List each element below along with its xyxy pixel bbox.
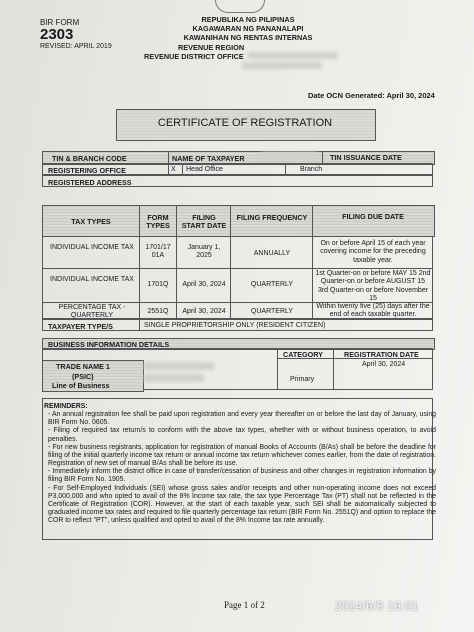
row2-due-date: 1st Quarter-on or before MAY 15 2nd Quarter-on or before AUGUST 15 3rd Quarter-on or before November 15 bbox=[315, 270, 431, 303]
trade-name-label: TRADE NAME 1 bbox=[56, 362, 110, 371]
agency-line-3: KAWANIHAN NG RENTAS INTERNAS bbox=[183, 33, 313, 43]
row2-frequency: QUARTERLY bbox=[250, 281, 294, 288]
revision-date: REVISED: APRIL 2019 bbox=[40, 43, 112, 50]
reminder-item: - Immediately inform the district office in case of transfer/cessation of business and other changes in registration information by filing BIR Form No. 1905. bbox=[48, 468, 436, 484]
taxpayer-name-label: NAME OF TAXPAYER bbox=[172, 154, 245, 163]
page-number: Page 1 of 2 bbox=[224, 600, 265, 610]
reminder-item: - Filing of required tax return/s to conform with the above tax types, whether with or without business operation, to avoid penalties. bbox=[48, 427, 436, 443]
agency-line-1: REPUBLIKA NG PILIPINAS bbox=[201, 15, 295, 24]
row3-start: April 30, 2024 bbox=[182, 308, 226, 315]
photo-timestamp: 2024/6/3 16:01 bbox=[335, 601, 419, 613]
taxpayer-type-label: TAXPAYER TYPE/S bbox=[48, 322, 113, 331]
divider bbox=[333, 348, 334, 390]
reminder-item: - For Self-Employed Individuals (SEI) whose gross sales and/or receipts and other non-operating income does not exceed P3,000,000 and who opted to avail of the 8% Income tax rate, the tax type Percentage Tax (PT) shall not be reflected in the Certificate of Registration (COR). However, at the start of each taxable year, such SEI shall be automatically subjected to graduated income tax rates and required to file quarterly percentage tax return (BIR Form No. 2551Q) and option to replace the COR to reflect "PT", unless qualified and opted to avail of the 8% Income tax rate annually. bbox=[48, 484, 436, 525]
tin-branch-label: TIN & BRANCH CODE bbox=[52, 154, 127, 163]
row1-form: 1701/17 01A bbox=[145, 244, 171, 260]
row3-tax-type: PERCENTAGE TAX - QUARTERLY bbox=[58, 304, 126, 320]
tin-issuance-label: TIN ISSUANCE DATE bbox=[330, 153, 402, 162]
redaction bbox=[262, 152, 317, 160]
taxpayer-type-value: SINGLE PROPRIETORSHIP ONLY (RESIDENT CITIZEN) bbox=[144, 322, 326, 329]
line-of-business-label: Line of Business bbox=[52, 381, 110, 390]
row3-due-date: Within twenty five (25) days after the end of each taxable quarter. bbox=[316, 303, 430, 319]
divider bbox=[139, 319, 140, 331]
bir-seal-icon bbox=[215, 0, 265, 13]
col-header-filing-frequency: FILING FREQUENCY bbox=[236, 213, 308, 222]
head-office-label: Head Office bbox=[186, 166, 223, 173]
divider bbox=[182, 163, 183, 175]
redaction bbox=[248, 52, 338, 59]
redaction bbox=[144, 362, 214, 370]
category-value: Primary bbox=[290, 376, 315, 383]
col-header-filing-due-date: FILING DUE DATE bbox=[342, 212, 404, 221]
divider bbox=[42, 268, 433, 269]
row3-form: 2551Q bbox=[147, 308, 169, 315]
divider bbox=[285, 163, 286, 175]
reminder-item: - An annual registration fee shall be paid upon registration and every year thereafter on or before the last day of January, using BIR Form No. 0605. bbox=[48, 411, 436, 427]
date-ocn-generated: Date OCN Generated: April 30, 2024 bbox=[308, 91, 435, 100]
head-office-mark: X bbox=[171, 166, 176, 173]
agency-line-2: KAGAWARAN NG PANANALAPI bbox=[192, 24, 304, 34]
col-header-filing-start: FILING START DATE bbox=[181, 213, 227, 231]
row1-tax-type: INDIVIDUAL INCOME TAX bbox=[50, 244, 134, 251]
divider bbox=[277, 348, 278, 390]
row1-frequency: ANNUALLY bbox=[253, 250, 291, 257]
agency-line-5: REVENUE DISTRICT OFFICE bbox=[144, 51, 244, 61]
row3-frequency: QUARTERLY bbox=[250, 308, 294, 315]
form-id-block bbox=[40, 18, 112, 50]
category-label: CATEGORY bbox=[283, 350, 323, 359]
row2-tax-type: INDIVIDUAL INCOME TAX bbox=[50, 276, 134, 283]
col-header-form-types: FORM TYPES bbox=[146, 213, 170, 231]
divider bbox=[168, 163, 169, 175]
redaction bbox=[242, 62, 322, 69]
row2-form: 1701Q bbox=[147, 281, 169, 288]
registration-date-label: REGISTRATION DATE bbox=[344, 350, 419, 359]
redaction bbox=[144, 374, 204, 382]
reminders bbox=[44, 403, 436, 525]
reminders-heading: REMINDERS: bbox=[44, 403, 88, 410]
row2-start: April 30, 2024 bbox=[182, 281, 226, 288]
row1-due-date: On or before April 15 of each year covering income for the preceding taxable year. bbox=[320, 240, 426, 264]
registering-office-label: REGISTERING OFFICE bbox=[48, 166, 126, 175]
row1-start: January 1, 2025 bbox=[187, 244, 221, 260]
registered-address-label: REGISTERED ADDRESS bbox=[48, 178, 132, 187]
form-label: BIR FORM bbox=[40, 18, 80, 27]
certificate-title: CERTIFICATE OF REGISTRATION bbox=[157, 117, 333, 129]
psic-label: (PSIC) bbox=[72, 372, 94, 381]
agency-line-4: REVENUE REGION bbox=[178, 42, 245, 52]
reminder-item: - For new business registrants, application for registration of manual Books of Accounts (B/As) shall be before the deadline for filing of the initial quarterly income tax return or annual income tax return whichever comes earlier, from the date of registration. Registration of new set of manual B/As shall be before its use. bbox=[48, 443, 436, 468]
form-number: 2303 bbox=[40, 26, 74, 43]
branch-label: Branch bbox=[300, 166, 323, 173]
business-section-label: BUSINESS INFORMATION DETAILS bbox=[48, 340, 170, 349]
registration-date-value: April 30, 2024 bbox=[362, 361, 406, 368]
col-header-tax-types: TAX TYPES bbox=[71, 217, 111, 226]
